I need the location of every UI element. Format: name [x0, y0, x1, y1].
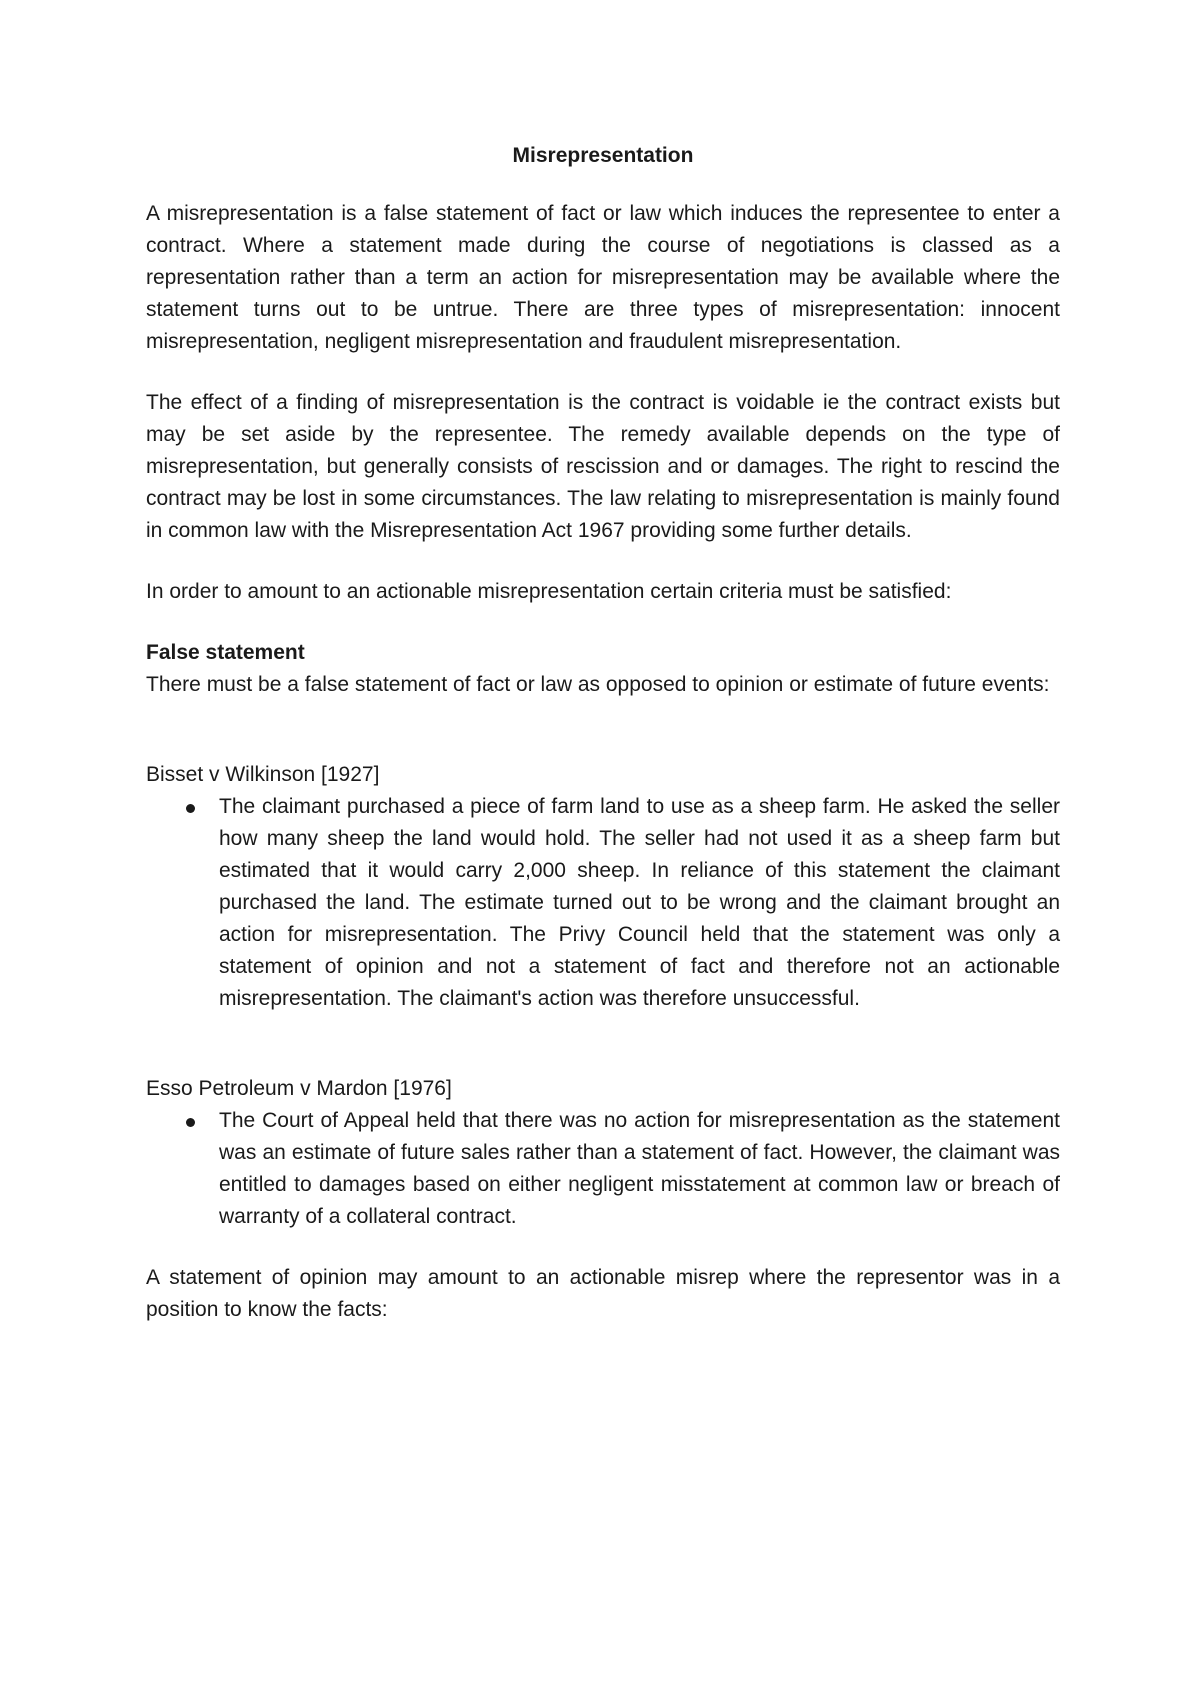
section-heading: False statement: [146, 641, 305, 664]
case-bullet-text: The Court of Appeal held that there was no action for misrepresentation as the statement was an estimate of future sales rather than a statement of fact. However, the claimant was entitled to damages based on either negligent misstatement at common law or breach of warranty of a collateral contract.: [219, 1109, 1060, 1228]
case-title: Esso Petroleum v Mardon [1976]: [146, 1077, 452, 1100]
case-bullet-list: [146, 791, 1060, 1015]
bullet-icon: [186, 804, 195, 813]
section-false-statement: [146, 637, 1060, 701]
intro-paragraph: A misrepresentation is a false statement of fact or law which induces the representee to enter a contract. Where a statement made during the course of negotiations is classed as a representation rather than a term an action for misrepresentation may be available where the statement turns out to be untrue. There are three types of misrepresentation: innocent misrepresentation, negligent misrepresentation and fraudulent misrepresentation.: [146, 202, 1060, 353]
case-title: Bisset v Wilkinson [1927]: [146, 763, 380, 786]
section-intro: There must be a false statement of fact or law as opposed to opinion or estimate of future events:: [146, 673, 1050, 696]
case-bullet-list: [146, 1105, 1060, 1233]
case-bullet-text: The claimant purchased a piece of farm land to use as a sheep farm. He asked the seller how many sheep the land would hold. The seller had not used it as a sheep farm but estimated that it would carry 2,000 sheep. In reliance of this statement the claimant purchased the land. The estimate turned out to be wrong and the claimant brought an action for misrepresentation. The Privy Council held that the statement was only a statement of opinion and not a statement of fact and therefore not an actionable misrepresentation. The claimant's action was therefore unsuccessful.: [219, 795, 1060, 1010]
document-page: [146, 140, 1060, 1326]
case-bisset: [146, 759, 1060, 1015]
document-title: Misrepresentation: [512, 144, 694, 167]
list-item: [146, 1105, 1060, 1233]
list-item: [146, 791, 1060, 1015]
effect-paragraph: The effect of a finding of misrepresentation is the contract is voidable ie the contract exists but may be set aside by the representee. The remedy available depends on the type of misrepresentation, but generally consists of rescission and or damages. The right to rescind the contract may be lost in some circumstances. The law relating to misrepresentation is mainly found in common law with the Misrepresentation Act 1967 providing some further details.: [146, 391, 1060, 542]
closing-paragraph: A statement of opinion may amount to an actionable misrep where the representor was in a position to know the facts:: [146, 1266, 1060, 1321]
bullet-icon: [186, 1118, 195, 1127]
criteria-paragraph: In order to amount to an actionable misrepresentation certain criteria must be satisfied:: [146, 580, 952, 603]
case-esso: [146, 1073, 1060, 1233]
